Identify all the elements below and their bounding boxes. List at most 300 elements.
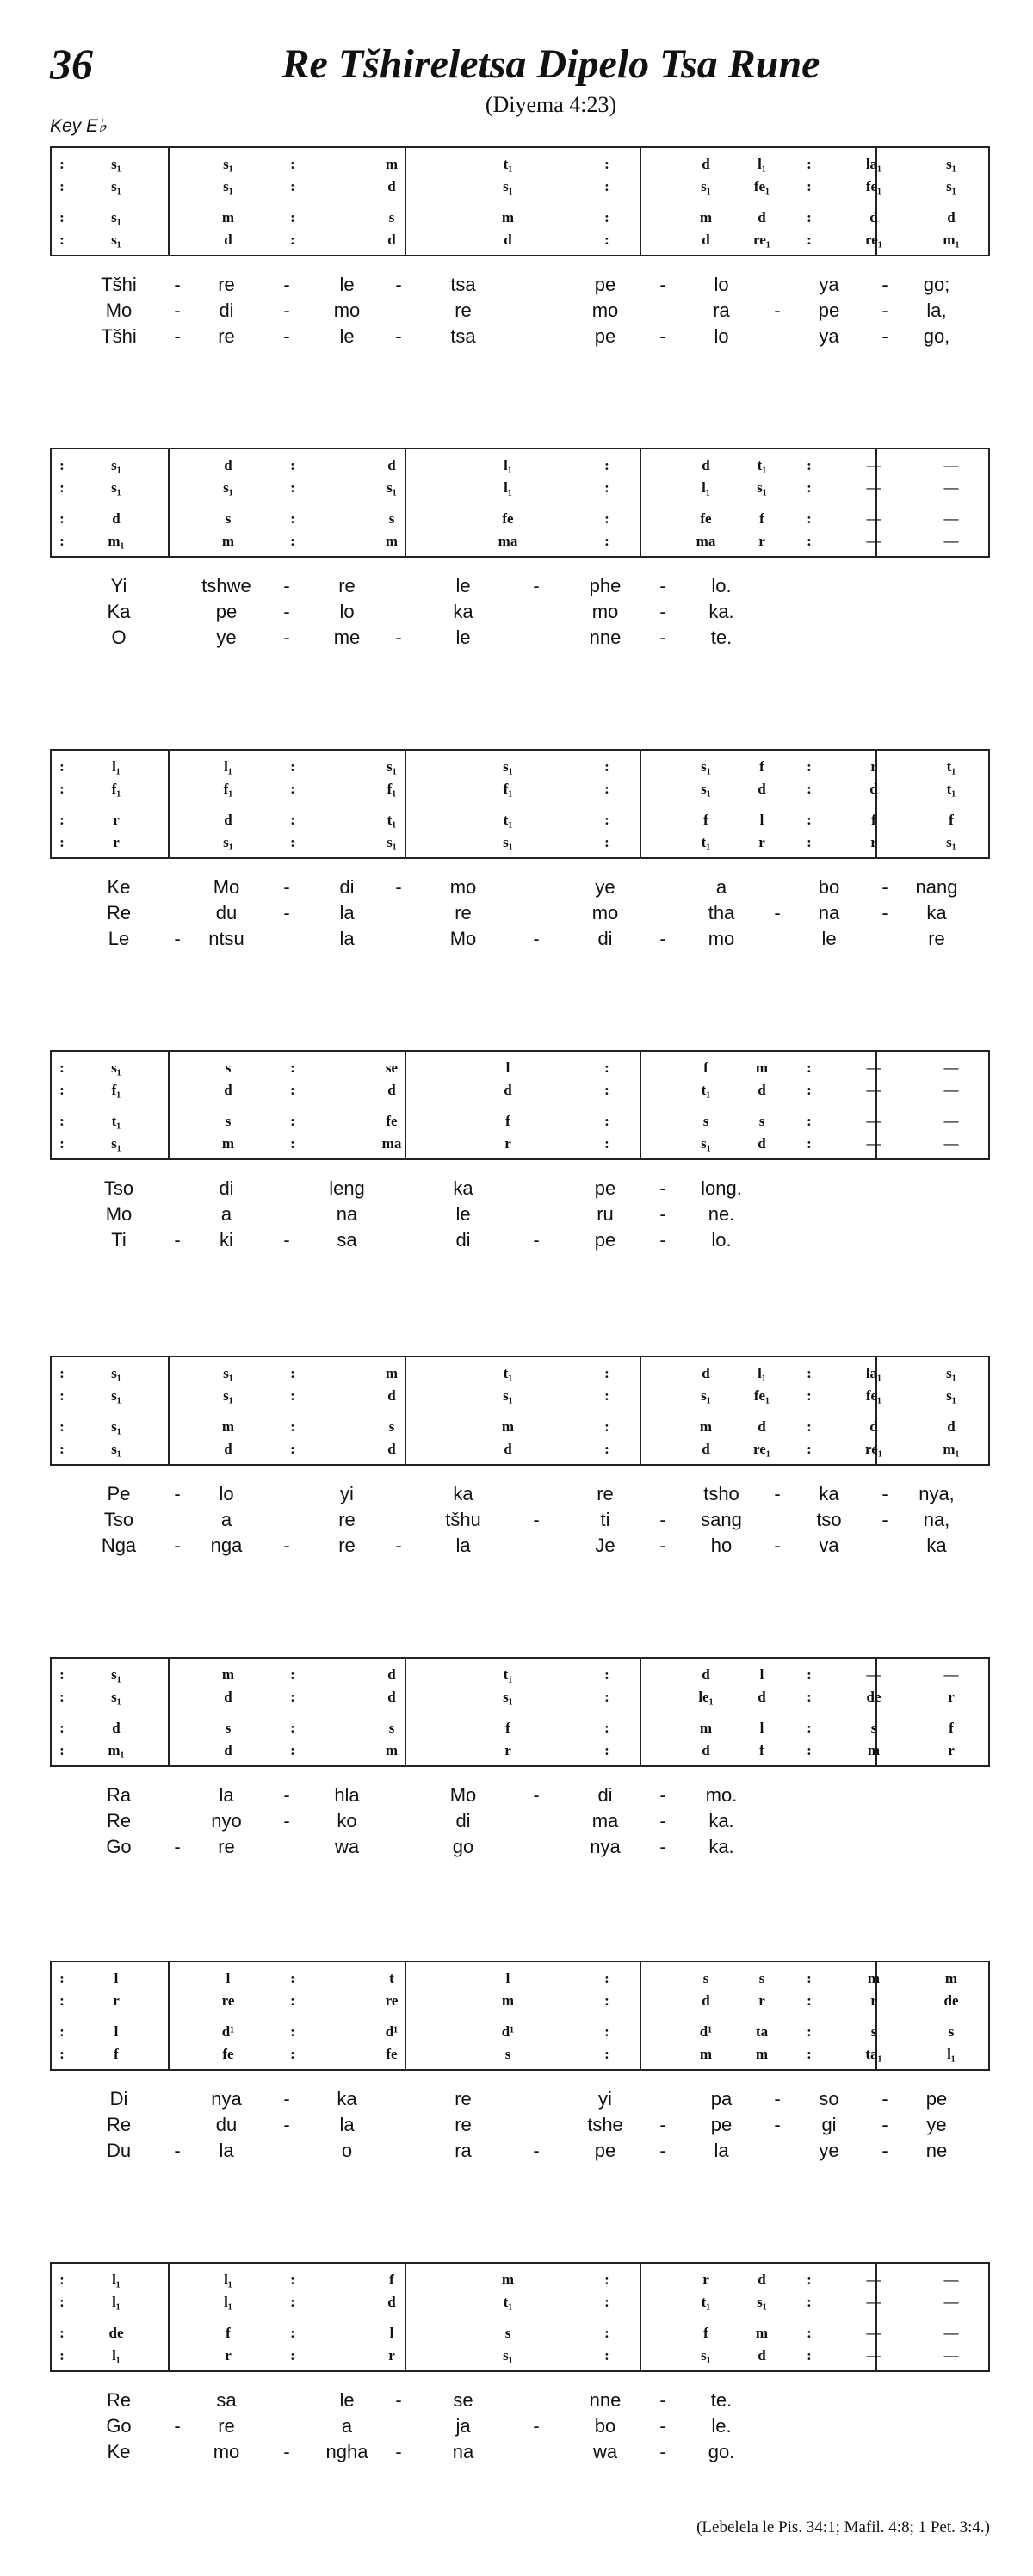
syllable-hyphen: - [659, 274, 666, 295]
lyric-syllable: hla [334, 1784, 360, 1806]
lyric-syllable: te. [710, 2389, 733, 2411]
solfa-note: — [943, 533, 959, 549]
lyric-syllable: ka [337, 2088, 357, 2110]
syllable-hyphen: - [533, 575, 540, 596]
solfa-note: d [947, 209, 956, 225]
solfa-note: d [224, 457, 232, 473]
solfa-note: s₁ [757, 2294, 767, 2310]
lyric-syllable: ya [819, 325, 839, 347]
solfa-note: d [224, 1082, 232, 1098]
lyric-syllable: di [339, 876, 355, 898]
syllable-hyphen: - [283, 274, 290, 295]
lyric-syllable: Je [595, 1535, 615, 1556]
lyric-syllable: na, [923, 1509, 950, 1530]
solfa-note: f [703, 1059, 708, 1076]
lyric-line [50, 1227, 990, 1253]
solfa-note: f₁ [111, 1082, 121, 1098]
lyric-syllable: mo [708, 928, 735, 949]
solfa-note: d [387, 1082, 396, 1098]
lyric-syllable: di [455, 1229, 471, 1251]
tonic-solfa-score [50, 2262, 990, 2372]
lyric-line [50, 2086, 990, 2112]
lyric-syllable: ru [597, 1203, 614, 1225]
solfa-note: re [385, 1992, 399, 2009]
solfa-note: — [866, 2271, 881, 2288]
solfa-note: — [866, 2325, 881, 2341]
lyric-syllable: la [714, 2140, 729, 2161]
solfa-note: m [385, 533, 399, 549]
lyric-syllable: la [339, 928, 355, 949]
syllable-hyphen: - [283, 1535, 290, 1556]
lyric-syllable: Le [108, 928, 130, 949]
lyric-syllable: Du [106, 2140, 132, 2161]
beat-separator: : [59, 812, 65, 828]
lyric-line [50, 625, 990, 651]
syllable-hyphen: - [659, 928, 666, 949]
solfa-note: d [387, 178, 396, 195]
lyric-syllable: lo [714, 325, 729, 347]
solfa-note: s₁ [111, 232, 121, 248]
solfa-note: d¹ [501, 2023, 515, 2040]
solfa-note: t₁ [503, 812, 513, 828]
lyric-syllable: ka [926, 1535, 947, 1556]
solfa-note: r [702, 2271, 709, 2288]
syllable-hyphen: - [881, 1483, 888, 1504]
voice-part-row [52, 756, 988, 778]
solfa-note: — [866, 1135, 881, 1152]
lyric-syllable: ngha [325, 2441, 368, 2462]
solfa-note: d [224, 812, 232, 828]
beat-separator: : [807, 1418, 812, 1435]
lyric-syllable: re [218, 274, 235, 295]
solfa-note: d [224, 1742, 232, 1758]
solfa-note: r [870, 1992, 877, 2009]
beat-separator: : [59, 1387, 65, 1404]
solfa-note: ta [755, 2023, 769, 2040]
beat-separator: : [290, 2325, 295, 2341]
syllable-hyphen: - [659, 601, 666, 622]
lyric-syllable: mo [449, 876, 477, 898]
lyric-syllable: lo [219, 1483, 234, 1504]
syllable-hyphen: - [659, 1535, 666, 1556]
beat-separator: : [604, 457, 609, 473]
lyric-syllable: ye [595, 876, 615, 898]
solfa-note: r [388, 2347, 395, 2363]
tonic-solfa-score [50, 448, 990, 558]
syllable-hyphen: - [533, 1509, 540, 1530]
solfa-note: t₁ [946, 781, 956, 797]
solfa-note: s₁ [757, 479, 767, 496]
solfa-note: r [870, 758, 877, 775]
lyric-syllable: nya, [919, 1483, 955, 1504]
solfa-note: d [224, 232, 232, 248]
lyric-syllable: lo. [711, 1229, 732, 1251]
lyric-syllable: mo [213, 2441, 240, 2462]
lyric-syllable: la [339, 2114, 355, 2135]
lyric-syllable: Re [106, 2389, 132, 2411]
lyric-line [50, 573, 990, 599]
beat-separator: : [807, 1082, 812, 1098]
lyric-syllable: ja [455, 2415, 471, 2437]
beat-separator: : [807, 1387, 812, 1404]
syllable-hyphen: - [881, 2140, 888, 2161]
solfa-note: — [866, 510, 881, 527]
solfa-note: fe₁ [753, 178, 770, 195]
lyric-syllable: sa [337, 1229, 357, 1251]
syllable-hyphen: - [659, 627, 666, 648]
lyric-syllable: go. [708, 2441, 735, 2462]
beat-separator: : [604, 1970, 609, 1986]
solfa-note: f [759, 1742, 764, 1758]
solfa-note: s [870, 1720, 877, 1736]
voice-part-row [52, 207, 988, 229]
solfa-note: m₁ [108, 1742, 125, 1758]
solfa-note: t₁ [701, 1082, 711, 1098]
music-system [50, 448, 990, 732]
voice-part-row [52, 176, 988, 198]
beat-separator: : [290, 510, 295, 527]
solfa-note: — [866, 457, 881, 473]
lyric-syllable: tshwe [201, 575, 251, 596]
beat-separator: : [59, 1082, 65, 1098]
lyric-syllable: Ra [106, 1784, 132, 1806]
lyric-syllable: di [597, 928, 613, 949]
beat-separator: : [290, 533, 295, 549]
beat-separator: : [604, 1082, 609, 1098]
syllable-hyphen: - [659, 2140, 666, 2161]
beat-separator: : [604, 1689, 609, 1705]
beat-separator: : [59, 1365, 65, 1381]
solfa-note: s₁ [387, 834, 397, 850]
beat-separator: : [604, 1441, 609, 1457]
lyric-line [50, 1202, 990, 1227]
solfa-note: s₁ [701, 1135, 711, 1152]
lyric-syllable: le. [711, 2415, 732, 2437]
solfa-note: ma [498, 533, 518, 549]
lyrics-block [50, 1176, 990, 1253]
beat-separator: : [59, 178, 65, 195]
lyric-syllable: so [819, 2088, 839, 2110]
lyric-syllable: mo [333, 300, 361, 321]
beat-separator: : [290, 1082, 295, 1098]
voice-part-row [52, 1110, 988, 1133]
solfa-note: f [949, 812, 954, 828]
solfa-note: r [758, 1992, 765, 2009]
solfa-note: fe₁ [865, 178, 882, 195]
lyric-syllable: la [455, 1535, 471, 1556]
beat-separator: : [604, 533, 609, 549]
lyric-syllable: re [455, 2088, 472, 2110]
solfa-note: — [866, 2347, 881, 2363]
beat-separator: : [604, 156, 609, 172]
solfa-note: r [113, 812, 120, 828]
lyrics-block [50, 1481, 990, 1559]
lyrics-block [50, 874, 990, 952]
lyric-syllable: bo [818, 876, 840, 898]
syllable-hyphen: - [395, 274, 402, 295]
tonic-solfa-score [50, 749, 990, 859]
solfa-note: s [225, 1059, 232, 1076]
solfa-note: t₁ [503, 156, 513, 172]
lyric-line [50, 324, 990, 349]
solfa-note: d [869, 209, 878, 225]
solfa-note: l₁ [112, 2347, 121, 2363]
solfa-note: l₁ [224, 2271, 232, 2288]
lyric-syllable: ne. [708, 1203, 735, 1225]
lyric-syllable: va [819, 1535, 839, 1556]
voice-part-row [52, 1362, 988, 1385]
lyric-syllable: a [341, 2415, 353, 2437]
lyric-syllable: go; [923, 274, 950, 295]
beat-separator: : [59, 1441, 65, 1457]
lyric-line [50, 1808, 990, 1834]
music-system [50, 1961, 990, 2245]
lyric-syllable: tha [708, 902, 735, 924]
lyric-syllable: me [333, 627, 361, 648]
lyric-syllable: Ke [107, 2441, 131, 2462]
lyric-syllable: na [818, 902, 840, 924]
beat-separator: : [59, 2271, 65, 2288]
beat-separator: : [604, 2023, 609, 2040]
music-system [50, 1356, 990, 1640]
solfa-note: d [504, 1082, 512, 1098]
beat-separator: : [59, 457, 65, 473]
syllable-hyphen: - [774, 2114, 781, 2135]
beat-separator: : [604, 781, 609, 797]
syllable-hyphen: - [283, 2088, 290, 2110]
lyric-syllable: re [597, 1483, 614, 1504]
solfa-note: m [501, 2271, 515, 2288]
beat-separator: : [807, 232, 812, 248]
solfa-note: d [387, 232, 396, 248]
solfa-note: s₁ [111, 1387, 121, 1404]
syllable-hyphen: - [283, 2114, 290, 2135]
solfa-note: de [108, 2325, 124, 2341]
syllable-hyphen: - [881, 274, 888, 295]
beat-separator: : [59, 1970, 65, 1986]
lyric-syllable: pe [710, 2114, 733, 2135]
solfa-note: fe [502, 510, 514, 527]
solfa-note: m [221, 209, 235, 225]
solfa-note: r [113, 834, 120, 850]
solfa-note: t₁ [503, 2294, 513, 2310]
solfa-note: d [504, 232, 512, 248]
solfa-note: d [758, 1135, 766, 1152]
beat-separator: : [290, 1689, 295, 1705]
syllable-hyphen: - [659, 325, 666, 347]
beat-separator: : [807, 457, 812, 473]
beat-separator: : [807, 812, 812, 828]
solfa-note: d [224, 1441, 232, 1457]
lyric-syllable: ye [926, 2114, 947, 2135]
lyric-syllable: du [215, 902, 238, 924]
solfa-note: d [224, 1689, 232, 1705]
solfa-note: f [505, 1720, 510, 1736]
voice-part-row [52, 831, 988, 854]
lyric-line [50, 1481, 990, 1507]
lyric-line [50, 1533, 990, 1559]
syllable-hyphen: - [881, 1509, 888, 1530]
solfa-note: l₁ [758, 156, 766, 172]
solfa-note: se [385, 1059, 399, 1076]
lyric-syllable: sa [216, 2389, 237, 2411]
syllable-hyphen: - [774, 902, 781, 924]
solfa-note: f [703, 2325, 708, 2341]
lyric-line [50, 2413, 990, 2439]
syllable-hyphen: - [283, 902, 290, 924]
lyric-syllable: ka. [708, 1810, 734, 1832]
beat-separator: : [59, 510, 65, 527]
solfa-note: s₁ [946, 178, 956, 195]
beat-separator: : [604, 2046, 609, 2062]
beat-separator: : [290, 178, 295, 195]
voice-part-row [52, 2269, 988, 2291]
solfa-note: t₁ [757, 457, 767, 473]
beat-separator: : [290, 1059, 295, 1076]
voice-part-row [52, 778, 988, 800]
beat-separator: : [59, 2046, 65, 2062]
voice-part-row [52, 1416, 988, 1438]
solfa-note: r [504, 1742, 511, 1758]
solfa-note: s₁ [223, 834, 233, 850]
solfa-note: d [702, 1365, 710, 1381]
beat-separator: : [807, 510, 812, 527]
lyric-syllable: Mo [449, 928, 477, 949]
lyric-syllable: Re [106, 1810, 132, 1832]
beat-separator: : [59, 156, 65, 172]
lyric-syllable: na [452, 2441, 474, 2462]
solfa-note: d [504, 1441, 512, 1457]
solfa-note: r [948, 1742, 955, 1758]
syllable-hyphen: - [659, 2114, 666, 2135]
lyric-line [50, 2439, 990, 2465]
solfa-note: m [755, 1059, 769, 1076]
solfa-note: — [943, 1113, 959, 1129]
lyrics-block [50, 573, 990, 651]
solfa-note: m₁ [943, 232, 960, 248]
lyric-syllable: ko [337, 1810, 357, 1832]
lyric-line [50, 1507, 990, 1533]
solfa-note: s₁ [503, 2347, 513, 2363]
solfa-note: s₁ [503, 1387, 513, 1404]
syllable-hyphen: - [283, 601, 290, 622]
lyric-syllable: re [928, 928, 945, 949]
beat-separator: : [290, 1666, 295, 1683]
solfa-note: s [702, 1970, 709, 1986]
solfa-note: — [866, 533, 881, 549]
lyric-line [50, 1782, 990, 1808]
lyric-syllable: re [455, 300, 472, 321]
solfa-note: d [702, 1441, 710, 1457]
solfa-note: f [505, 1113, 510, 1129]
lyric-syllable: lo [339, 601, 355, 622]
beat-separator: : [59, 2294, 65, 2310]
lyric-syllable: di [597, 1784, 613, 1806]
beat-separator: : [59, 479, 65, 496]
solfa-note: s₁ [111, 1689, 121, 1705]
solfa-note: d [702, 1992, 710, 2009]
beat-separator: : [604, 2271, 609, 2288]
solfa-note: m [867, 1742, 881, 1758]
lyric-syllable: ka. [708, 1836, 734, 1857]
beat-separator: : [807, 2294, 812, 2310]
beat-separator: : [807, 178, 812, 195]
beat-separator: : [290, 758, 295, 775]
solfa-note: t₁ [111, 1113, 121, 1129]
beat-separator: : [59, 758, 65, 775]
lyric-syllable: long. [701, 1177, 742, 1199]
solfa-note: m [221, 533, 235, 549]
solfa-note: d¹ [385, 2023, 399, 2040]
solfa-note: l [226, 1970, 231, 1986]
music-system [50, 1050, 990, 1334]
solfa-note: s₁ [111, 479, 121, 496]
lyric-syllable: phe [589, 575, 622, 596]
beat-separator: : [59, 533, 65, 549]
syllable-hyphen: - [395, 325, 402, 347]
solfa-note: fe₁ [753, 1387, 770, 1404]
beat-separator: : [290, 232, 295, 248]
solfa-note: f [949, 1720, 954, 1736]
lyric-syllable: ti [600, 1509, 610, 1530]
beat-separator: : [290, 2046, 295, 2062]
syllable-hyphen: - [174, 1836, 181, 1857]
lyric-syllable: mo [591, 902, 619, 924]
lyric-syllable: Tšhi [101, 274, 137, 295]
lyric-syllable: bo [594, 2415, 616, 2437]
solfa-note: s [388, 1720, 395, 1736]
solfa-note: d¹ [699, 2023, 713, 2040]
beat-separator: : [290, 2271, 295, 2288]
solfa-note: d [758, 1418, 766, 1435]
syllable-hyphen: - [533, 2415, 540, 2437]
beat-separator: : [59, 834, 65, 850]
lyric-syllable: go, [923, 325, 950, 347]
solfa-note: l₁ [224, 2294, 232, 2310]
beat-separator: : [807, 1689, 812, 1705]
beat-separator: : [290, 457, 295, 473]
hymn-title: Re Tšhireletsa Dipelo Tsa Rune [281, 41, 820, 87]
beat-separator: : [807, 1720, 812, 1736]
solfa-note: re₁ [753, 1441, 770, 1457]
voice-part-row [52, 2043, 988, 2066]
beat-separator: : [59, 2023, 65, 2040]
lyric-syllable: leng [329, 1177, 365, 1199]
solfa-note: l₁ [504, 457, 512, 473]
solfa-note: l [759, 1666, 764, 1683]
lyric-syllable: re [338, 1535, 356, 1556]
syllable-hyphen: - [881, 876, 888, 898]
beat-separator: : [807, 1742, 812, 1758]
beat-separator: : [807, 156, 812, 172]
lyric-syllable: Tso [103, 1177, 134, 1199]
beat-separator: : [290, 156, 295, 172]
lyric-syllable: nya [211, 2088, 242, 2110]
beat-separator: : [807, 209, 812, 225]
solfa-note: f [871, 812, 876, 828]
solfa-note: s [225, 510, 232, 527]
beat-separator: : [807, 1113, 812, 1129]
lyric-syllable: te. [710, 627, 733, 648]
beat-separator: : [604, 1418, 609, 1435]
syllable-hyphen: - [774, 300, 781, 321]
beat-separator: : [604, 1113, 609, 1129]
solfa-note: — [943, 1666, 959, 1683]
solfa-note: m [699, 209, 713, 225]
syllable-hyphen: - [774, 1483, 781, 1504]
beat-separator: : [807, 1441, 812, 1457]
solfa-note: d [869, 1418, 878, 1435]
